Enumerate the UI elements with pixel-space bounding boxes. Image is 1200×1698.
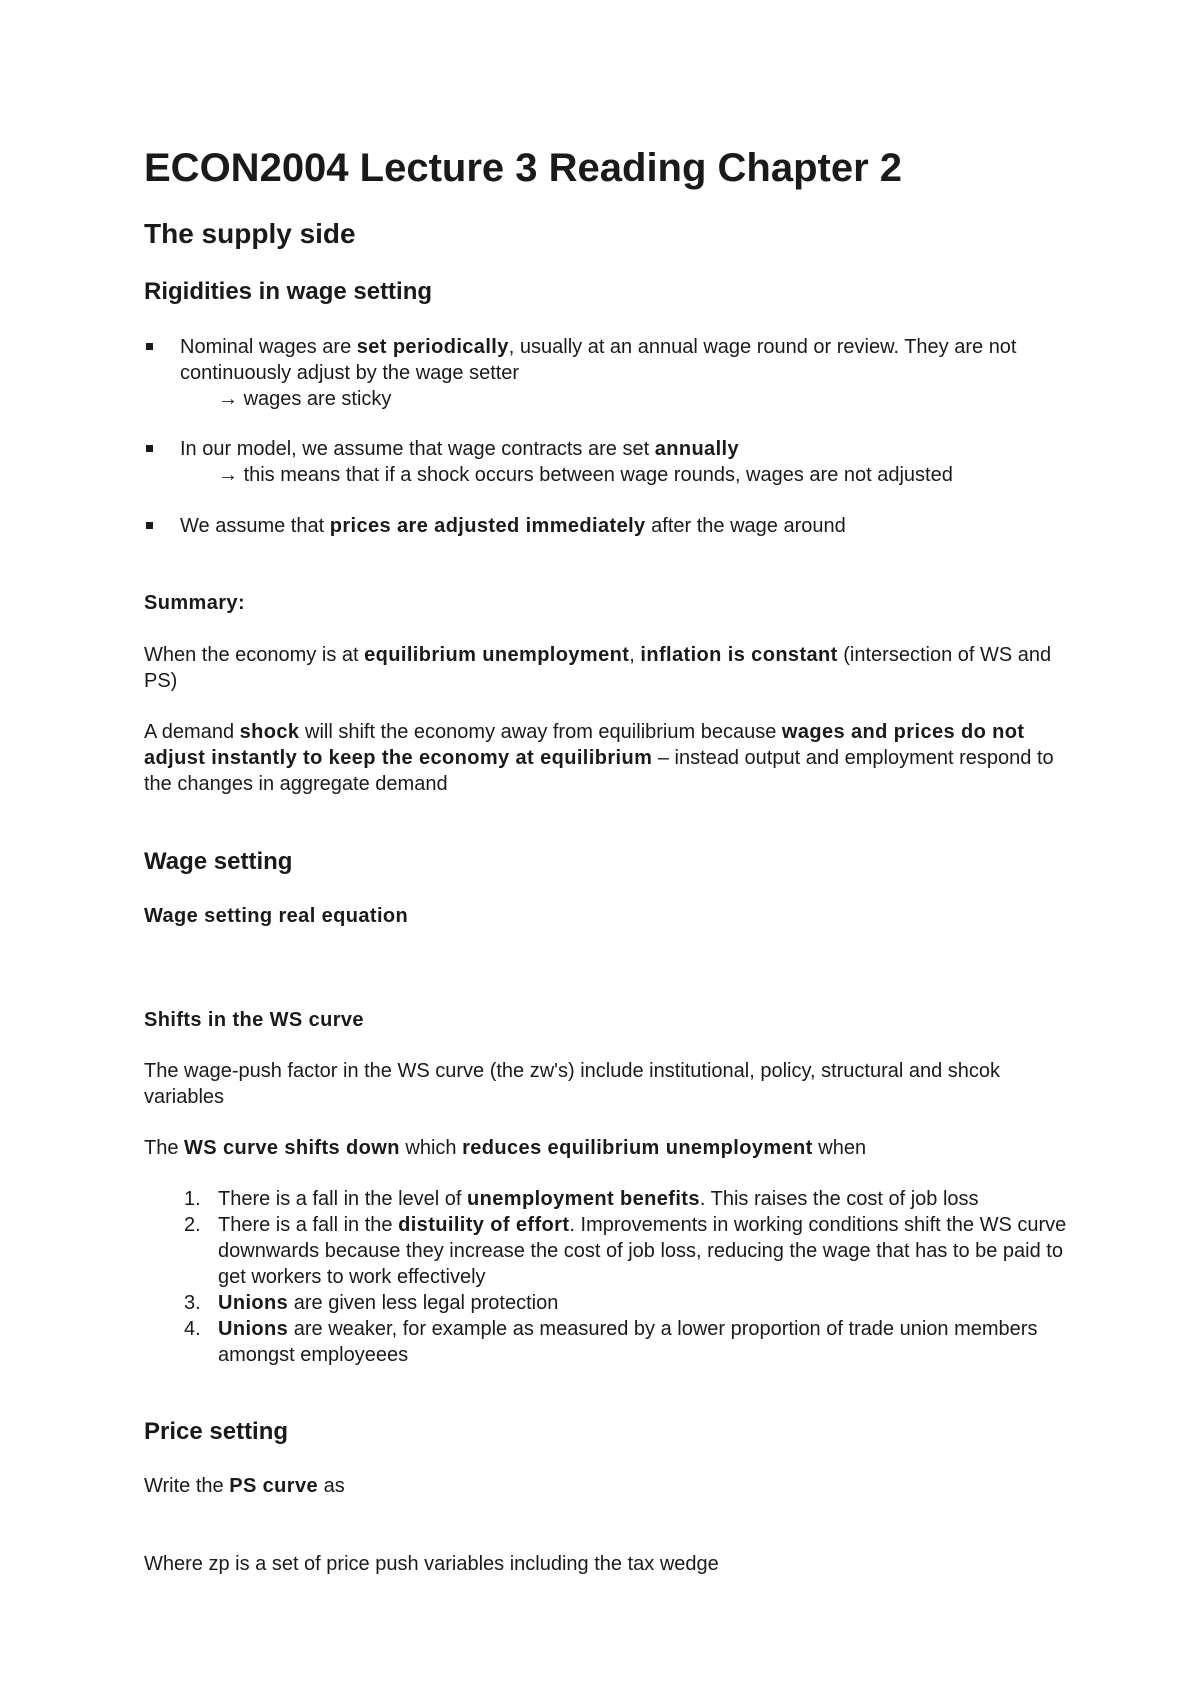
list-number: 3. [184,1292,201,1314]
section-heading-wage-setting: Wage setting [144,848,293,875]
section-heading-supply-side: The supply side [144,218,356,249]
bullet-item [144,334,1070,412]
shift-down-paragraph: The WS curve shifts down which reduces equilibrium unemployment when [144,1137,867,1159]
bullet-item [144,436,1070,488]
list-number: 4. [184,1318,201,1340]
bullet-square-icon [146,445,153,452]
document-title: ECON2004 Lecture 3 Reading Chapter 2 [144,146,903,190]
arrow-right-icon: → [218,464,238,486]
shifts-paragraph: The wage-push factor in the WS curve (the zw's) include institutional, policy, structural and shcok variables [144,1060,1001,1108]
subheading-shifts-ws: Shifts in the WS curve [144,1009,364,1031]
list-item: 4. Unions are weaker, for example as measured by a lower proportion of trade union members amongst employeees [184,1318,1038,1366]
section-heading-price-setting: Price setting [144,1418,289,1445]
list-number: 1. [184,1188,201,1210]
arrow-right-icon: → [218,388,238,410]
list-item: 3. Unions are given less legal protection [184,1292,559,1314]
subheading-rigidities: Rigidities in wage setting [144,278,433,305]
summary-paragraph: When the economy is at equilibrium unemployment, inflation is constant (intersection of WS and PS) [144,644,1052,692]
arrow-note: → this means that if a shock occurs between wage rounds, wages are not adjusted [218,464,953,486]
bullet-text: Nominal wages are set periodically, usually at an annual wage round or review. They are not continuously adjust by the wage setter [180,336,1017,384]
list-item: 2. There is a fall in the distuility of effort. Improvements in working conditions shift the WS curve downwards because they increase the cost of job loss, reducing the wage that has to be paid to get workers to work effectively [184,1214,1067,1288]
bullet-text: We assume that prices are adjusted immediately after the wage around [180,515,846,537]
summary-paragraph: A demand shock will shift the economy away from equilibrium because wages and prices do not adjust instantly to keep the economy at equilibrium – instead output and employment respond to the changes in aggregate demand [144,721,1054,795]
summary-label: Summary: [144,592,246,614]
zp-paragraph: Where zp is a set of price push variables including the tax wedge [144,1553,719,1575]
bullet-item [144,513,1070,539]
bullet-square-icon [146,343,153,350]
equation-label: Wage setting real equation [144,905,409,927]
bullet-square-icon [146,522,153,529]
ps-curve-paragraph: Write the PS curve as [144,1475,345,1497]
arrow-note: → wages are sticky [218,388,392,410]
list-item: 1. There is a fall in the level of unemployment benefits. This raises the cost of job loss [184,1188,979,1210]
bullet-text: In our model, we assume that wage contracts are set annually [180,438,740,460]
list-number: 2. [184,1214,201,1236]
